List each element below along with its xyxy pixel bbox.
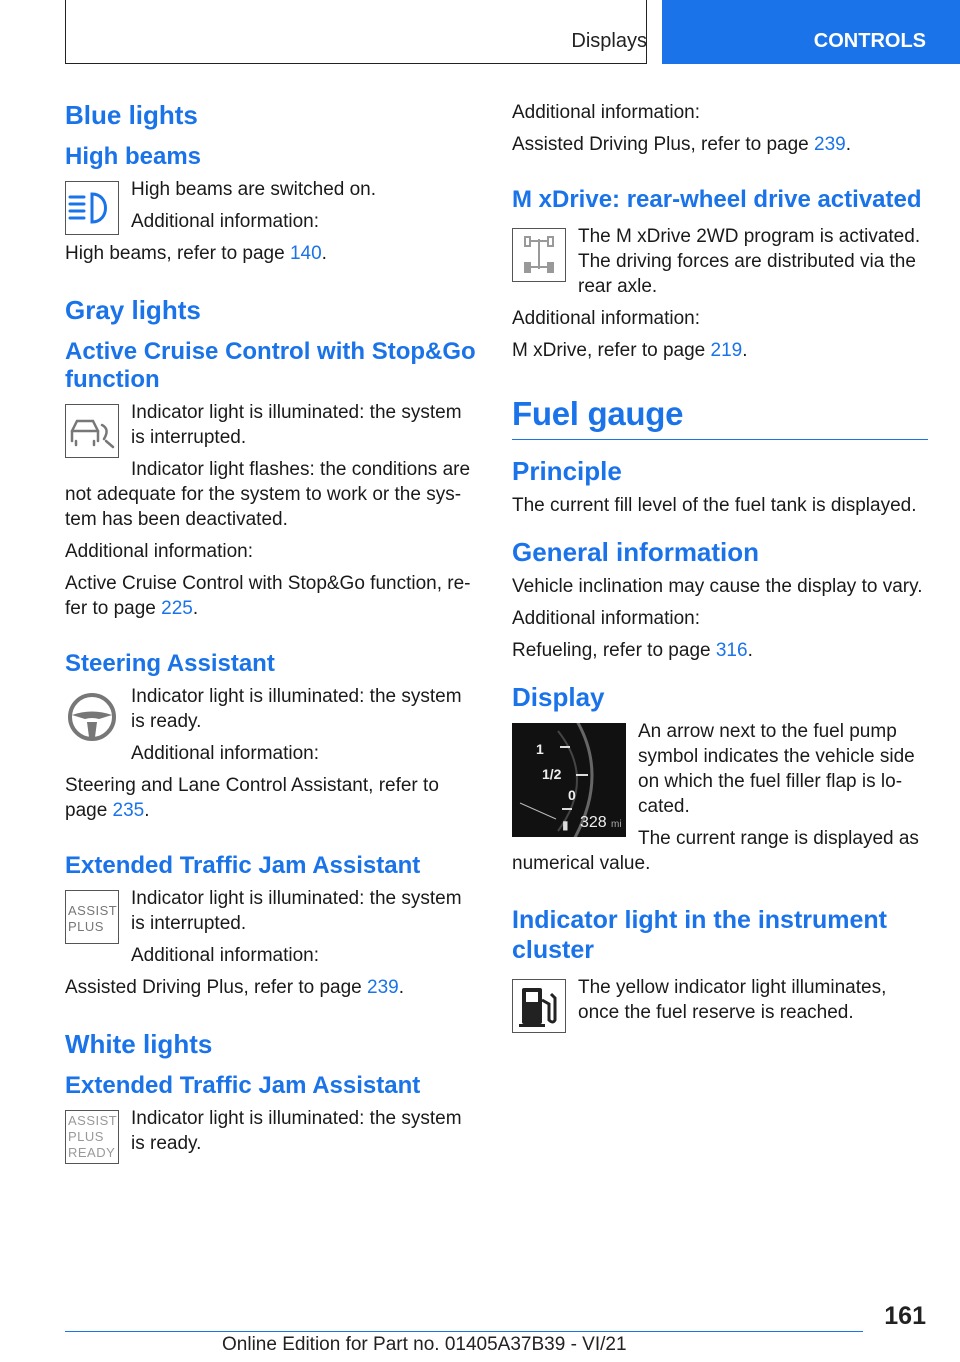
acc-heading: Active Cruise Control with Stop&Go function xyxy=(65,338,476,393)
acc-text-4: Active Cruise Control with Stop&Go function, re-fer to page 225. xyxy=(65,573,471,619)
cont-text-1: Additional information: xyxy=(512,102,700,123)
acc-text-2: Indicator light flashes: the conditions are not adequate for the system to work or the sys-tem has been deactivated. xyxy=(65,459,471,530)
mxdrive-text-2: Additional information: xyxy=(512,308,700,329)
etja2-heading: Extended Traffic Jam Assistant xyxy=(65,1072,421,1099)
footer-divider xyxy=(65,1331,863,1332)
acc-indicator xyxy=(65,400,477,539)
gauge-mark-full: 1 xyxy=(536,741,544,757)
page-number: 161 xyxy=(884,1302,926,1330)
general-text-3: Refueling, refer to page 316. xyxy=(512,640,753,661)
assist-plus-icon-text: ASSIST PLUS xyxy=(68,903,118,934)
etja2-indicator xyxy=(65,1106,477,1168)
principle-heading: Principle xyxy=(512,456,622,486)
edition-footer: Online Edition for Part no. 01405A37B39 - VI/21 xyxy=(222,1334,627,1355)
page-link-219[interactable]: 219 xyxy=(710,340,743,361)
display-text-1: An arrow next to the fuel pump symbol indicates the vehicle side on which the fuel filler flap is lo-cated. xyxy=(638,721,915,817)
header-frame xyxy=(65,0,647,64)
page-link-140[interactable]: 140 xyxy=(289,243,322,264)
mxdrive-indicator xyxy=(512,224,928,306)
etja-indicator xyxy=(65,886,477,975)
page-link-316[interactable]: 316 xyxy=(715,640,748,661)
rear-wheel-drive-icon xyxy=(512,228,566,282)
gauge-mark-half: 1/2 xyxy=(542,766,562,782)
cont-text-2: Assisted Driving Plus, refer to page 239. xyxy=(512,134,852,155)
high-beam-icon xyxy=(65,181,119,235)
high-beams-text-2: Additional information: xyxy=(131,211,319,232)
fuel-reserve-indicator xyxy=(512,975,928,1037)
assist-plus-ready-icon xyxy=(65,1110,119,1164)
high-beams-text-3: High beams, refer to page 140. xyxy=(65,243,327,264)
page-link-239[interactable]: 239 xyxy=(367,977,399,998)
page-link-225[interactable]: 225 xyxy=(161,598,193,619)
range-value: 328 xyxy=(580,814,607,831)
acc-text-3: Additional information: xyxy=(65,541,253,562)
mxdrive-heading: M xDrive: rear-wheel drive activated xyxy=(512,186,922,213)
acc-text-1: Indicator light is illuminated: the system is interrupted. xyxy=(131,402,462,448)
high-beams-indicator xyxy=(65,177,477,273)
cruise-control-icon xyxy=(65,404,119,458)
page-link-239-b[interactable]: 239 xyxy=(814,134,846,155)
steering-wheel-icon xyxy=(65,688,119,742)
mxdrive-text-1: The M xDrive 2WD program is activated. The driving forces are distributed via the rear axle. xyxy=(578,226,921,297)
high-beams-text-1: High beams are switched on. xyxy=(131,179,377,200)
header-chapter-tab[interactable]: CONTROLS xyxy=(662,0,960,64)
display-text-2: The current range is displayed as numerical value. xyxy=(512,828,919,874)
left-column xyxy=(65,100,477,1168)
steering-text-1: Indicator light is illuminated: the system is ready. xyxy=(131,686,462,732)
page-link-235[interactable]: 235 xyxy=(112,800,145,821)
steering-text-2: Additional information: xyxy=(131,743,319,764)
steering-indicator xyxy=(65,684,477,773)
display-block xyxy=(512,719,928,883)
general-info-heading: General information xyxy=(512,537,760,567)
etja-text-1: Indicator light is illuminated: the system is interrupted. xyxy=(131,888,462,934)
etja2-text-1: Indicator light is illuminated: the system is ready. xyxy=(131,1108,462,1154)
etja-heading: Extended Traffic Jam Assistant xyxy=(65,852,421,879)
assist-plus-icon xyxy=(65,890,119,944)
fuel-gauge-image xyxy=(512,723,626,837)
fuel-pump-icon: ▮ xyxy=(562,818,569,832)
white-lights-heading: White lights xyxy=(65,1029,213,1059)
fuel-pump-icon xyxy=(512,979,566,1033)
etja-text-3: Assisted Driving Plus, refer to page 239. xyxy=(65,977,405,998)
general-text-2: Additional information: xyxy=(512,608,700,629)
range-unit: mi xyxy=(611,819,622,830)
blue-lights-heading: Blue lights xyxy=(65,100,198,130)
etja-text-2: Additional information: xyxy=(131,945,319,966)
assist-plus-ready-icon-text: ASSIST PLUS READY xyxy=(68,1113,118,1160)
general-text-1: Vehicle inclination may cause the display to vary. xyxy=(512,576,923,597)
steering-text-3: Steering and Lane Control Assistant, refer to page 235. xyxy=(65,775,439,821)
header-section-title: Displays xyxy=(571,30,647,52)
gauge-mark-empty: 0 xyxy=(568,787,576,803)
cluster-text-1: The yellow indicator light illuminates, once the fuel reserve is reached. xyxy=(578,977,887,1023)
mxdrive-text-3: M xDrive, refer to page 219. xyxy=(512,340,748,361)
right-column xyxy=(512,100,928,1037)
instrument-cluster-heading: Indicator light in the instrument cluster xyxy=(512,906,887,964)
display-heading: Display xyxy=(512,682,605,712)
gray-lights-heading: Gray lights xyxy=(65,295,201,325)
principle-text: The current fill level of the fuel tank is displayed. xyxy=(512,495,917,516)
steering-assistant-heading: Steering Assistant xyxy=(65,650,275,677)
fuel-gauge-heading: Fuel gauge xyxy=(512,395,928,440)
high-beams-heading: High beams xyxy=(65,143,202,170)
